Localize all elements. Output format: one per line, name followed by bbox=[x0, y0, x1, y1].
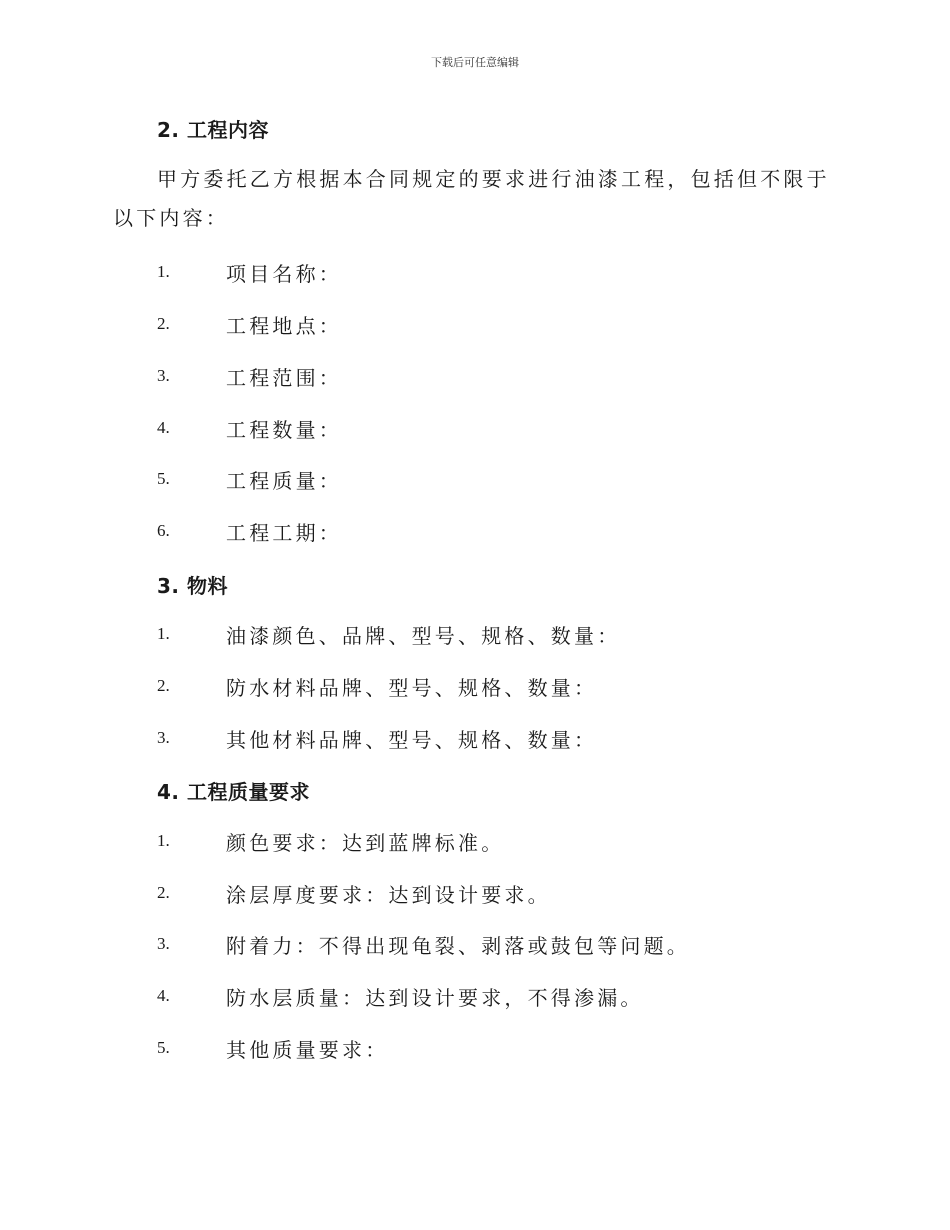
list-item-number: 3. bbox=[157, 728, 170, 747]
list-item bbox=[157, 259, 342, 285]
list-item-text: 颜色要求：达到蓝牌标准。 bbox=[226, 830, 505, 855]
header-note: 下载后可任意编辑 bbox=[431, 56, 519, 69]
list-item-number: 1. bbox=[157, 831, 170, 850]
list-item bbox=[157, 828, 504, 854]
list-item-text: 项目名称： bbox=[226, 261, 342, 286]
list-item-text: 涂层厚度要求：达到设计要求。 bbox=[226, 882, 551, 907]
list-item-number: 5. bbox=[157, 469, 170, 488]
list-item-number: 5. bbox=[157, 1038, 170, 1057]
list-item-text: 其他质量要求： bbox=[226, 1037, 389, 1062]
section-4-heading: 4. 工程质量要求 bbox=[157, 780, 310, 804]
list-item-text: 其他材料品牌、型号、规格、数量： bbox=[226, 727, 598, 752]
list-item bbox=[157, 931, 690, 957]
list-item-text: 附着力：不得出现龟裂、剥落或鼓包等问题。 bbox=[226, 933, 690, 958]
list-item-number: 1. bbox=[157, 262, 170, 281]
list-item-number: 3. bbox=[157, 934, 170, 953]
list-item-text: 工程范围： bbox=[226, 365, 342, 390]
list-item-number: 4. bbox=[157, 986, 170, 1005]
list-item bbox=[157, 673, 597, 699]
list-item bbox=[157, 621, 620, 647]
list-item bbox=[157, 880, 551, 906]
list-item bbox=[157, 311, 342, 337]
list-item-text: 油漆颜色、品牌、型号、规格、数量： bbox=[226, 623, 621, 648]
list-item bbox=[157, 983, 644, 1009]
section-2-heading: 2. 工程内容 bbox=[157, 118, 269, 142]
list-item-text: 防水层质量：达到设计要求，不得渗漏。 bbox=[226, 985, 644, 1010]
list-item-number: 2. bbox=[157, 676, 170, 695]
section-3-heading: 3. 物料 bbox=[157, 574, 228, 598]
list-item-text: 工程地点： bbox=[226, 313, 342, 338]
list-item-number: 4. bbox=[157, 418, 170, 437]
list-item-text: 工程工期： bbox=[226, 520, 342, 545]
list-item bbox=[157, 518, 342, 544]
list-item-text: 防水材料品牌、型号、规格、数量： bbox=[226, 675, 598, 700]
list-item-number: 6. bbox=[157, 521, 170, 540]
list-item-text: 工程质量： bbox=[226, 468, 342, 493]
list-item-text: 工程数量： bbox=[226, 417, 342, 442]
list-item bbox=[157, 1035, 388, 1061]
section-2-intro: 甲方委托乙方根据本合同规定的要求进行油漆工程，包括但不限于以下内容： bbox=[113, 167, 830, 230]
list-item bbox=[157, 466, 342, 492]
list-item-number: 2. bbox=[157, 314, 170, 333]
list-item-number: 3. bbox=[157, 366, 170, 385]
list-item bbox=[157, 363, 342, 389]
list-item bbox=[157, 725, 597, 751]
list-item-number: 2. bbox=[157, 883, 170, 902]
list-item-number: 1. bbox=[157, 624, 170, 643]
list-item bbox=[157, 415, 342, 441]
